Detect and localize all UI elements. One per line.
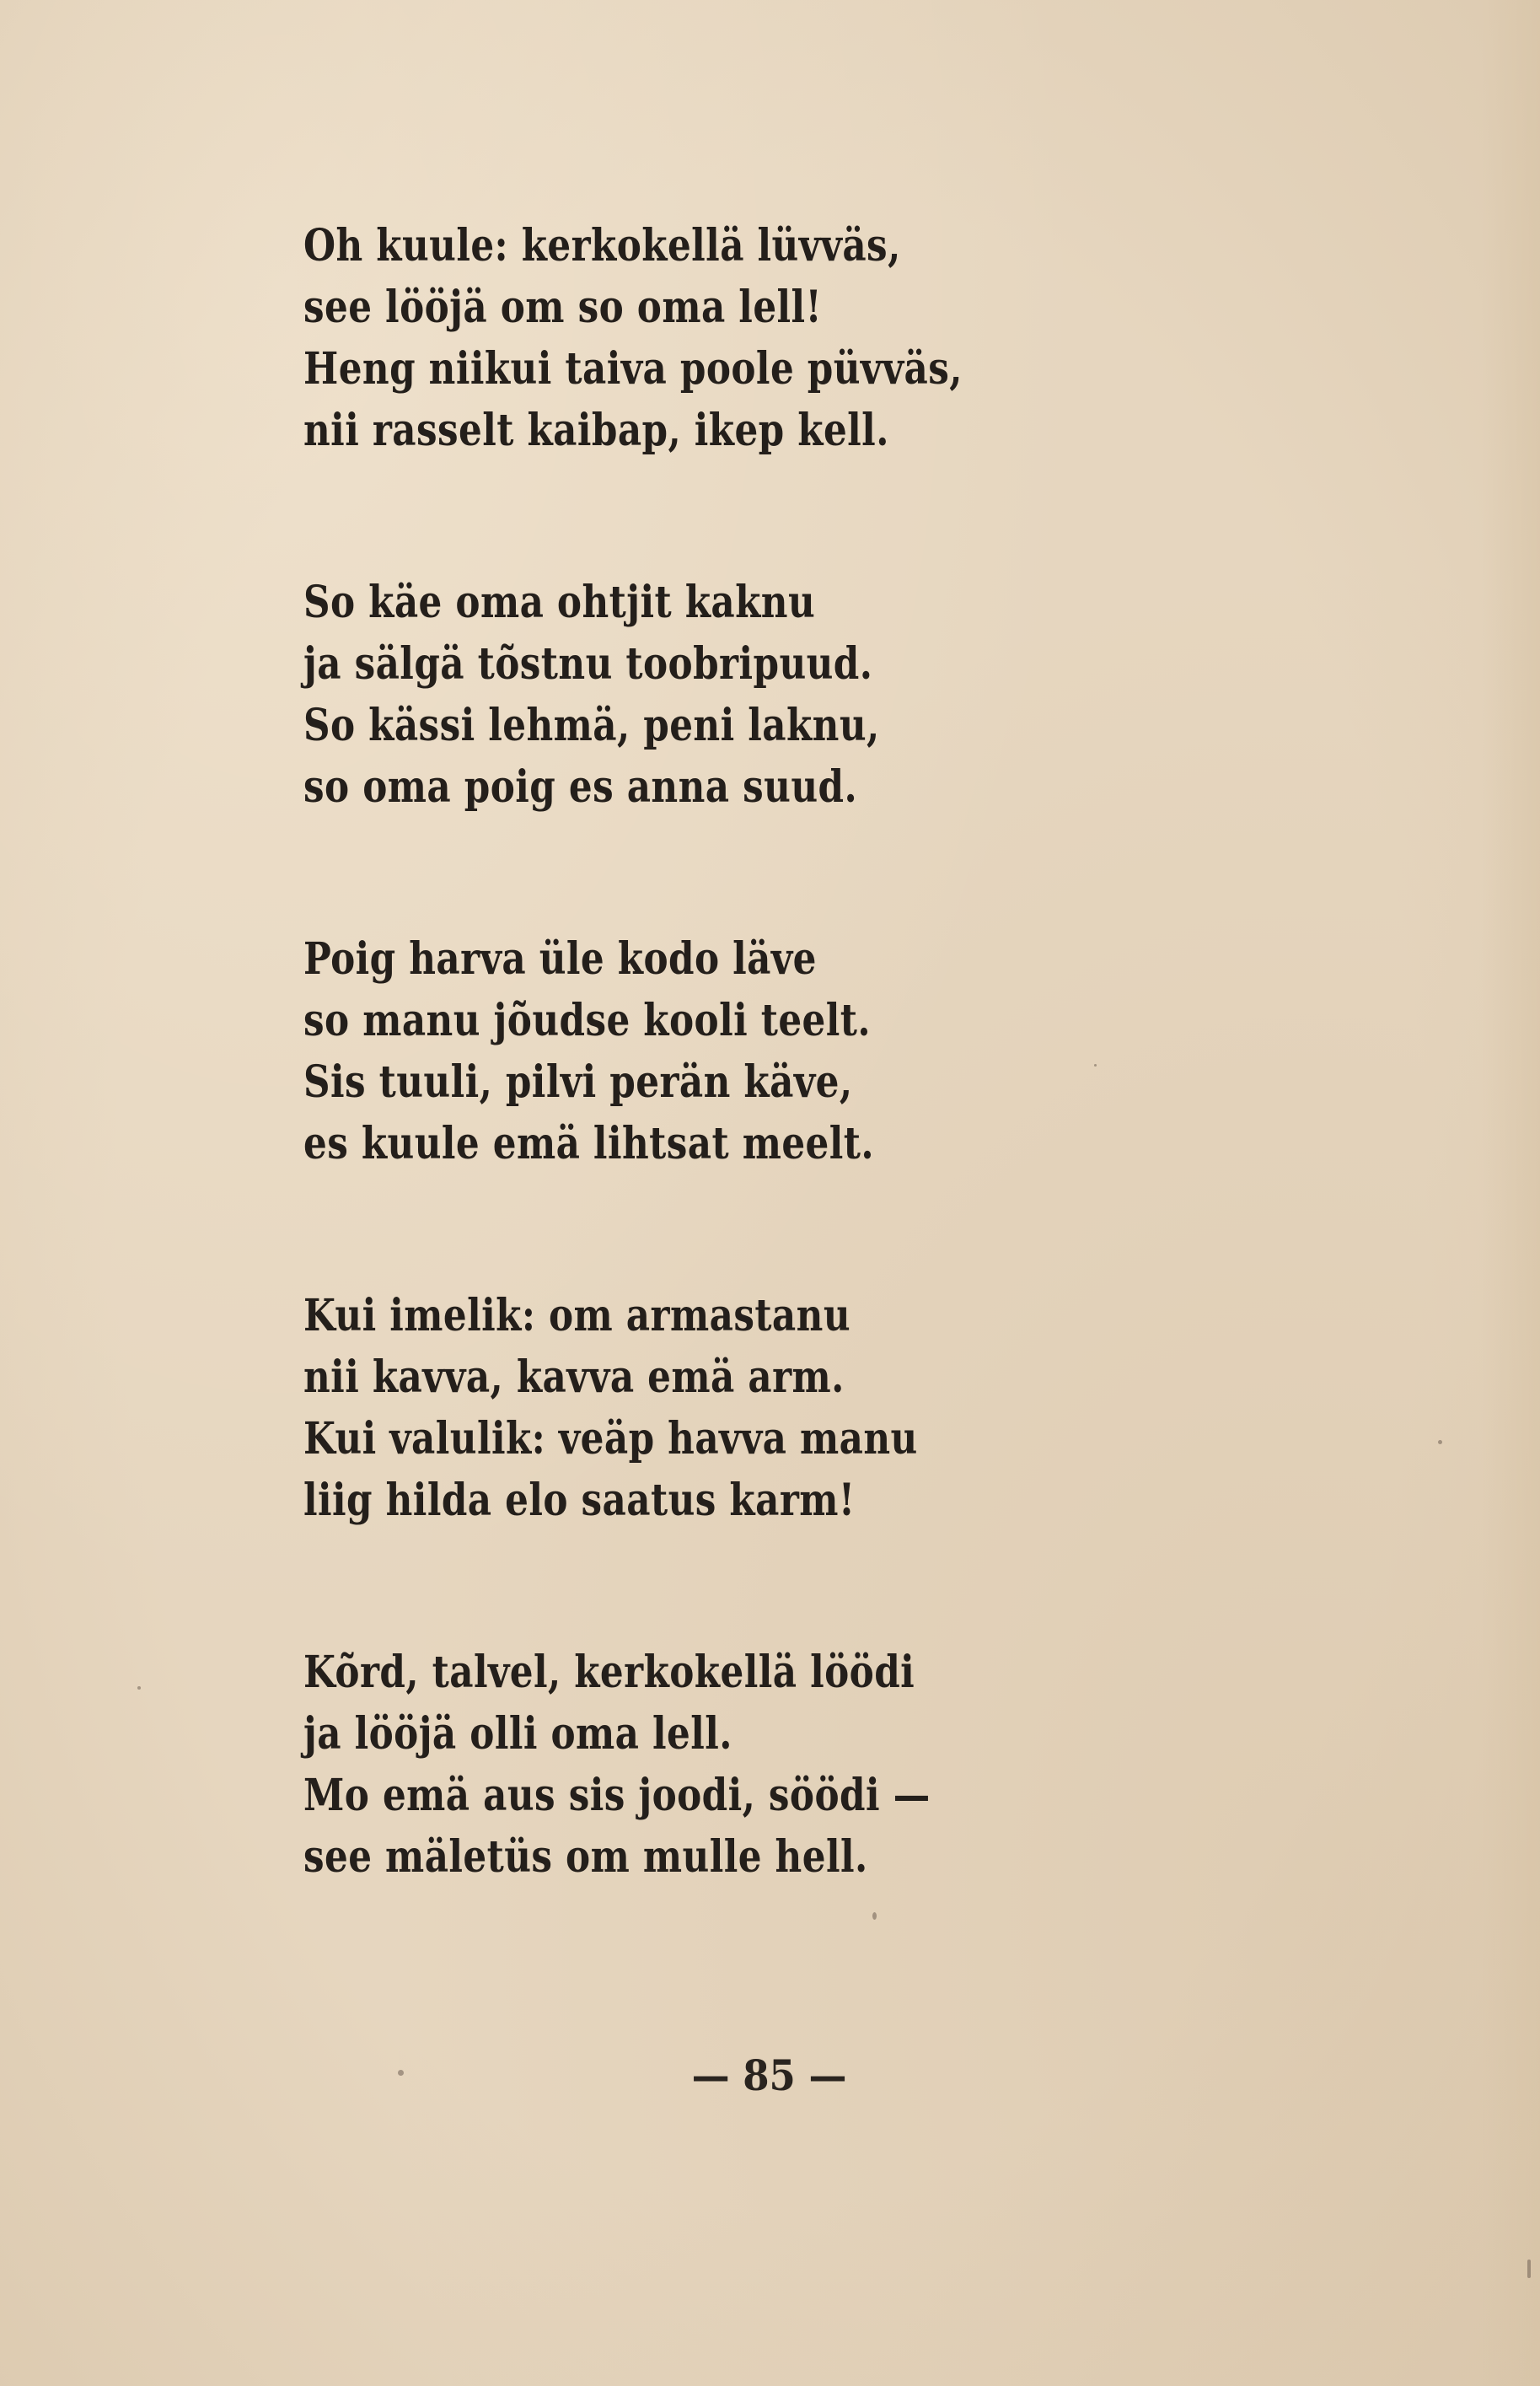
poem-line: Kõrd, talvel, kerkokellä löödi [303, 1647, 915, 1698]
poem-line: So käe oma ohtjit kaknu [303, 577, 816, 628]
poem-line: nii kavva, kavva emä arm. [303, 1352, 845, 1403]
stanza-3 [303, 928, 1315, 1174]
paper-speck [872, 1912, 877, 1920]
page-number: — 85 — [691, 2050, 847, 2100]
stanza-4 [303, 1285, 1315, 1531]
poem-line: so oma poig es anna suud. [303, 761, 858, 813]
stanza-2 [303, 572, 1315, 818]
poem-line: Oh kuule: kerkokellä lüvväs, [303, 220, 901, 271]
paper-speck [1527, 2260, 1531, 2278]
stanza-1 [303, 215, 1315, 461]
poem-line: so manu jõudse kooli teelt. [303, 995, 872, 1046]
poem-line: Kui valulik: veäp havva manu [303, 1413, 918, 1464]
poem-line: see lööjä om so oma lell! [303, 282, 823, 333]
poem-line: ja lööjä olli oma lell. [303, 1708, 732, 1760]
poem [303, 215, 1315, 1888]
poem-line: Heng niikui taiva poole püvväs, [303, 343, 963, 395]
poem-line: Sis tuuli, pilvi perän käve, [303, 1056, 853, 1108]
poem-line: ja sälgä tõstnu toobripuud. [303, 638, 873, 690]
stanza-5 [303, 1642, 1315, 1888]
paper-speck [137, 1686, 141, 1690]
poem-line: es kuule emä lihtsat meelt. [303, 1118, 875, 1169]
page-edge-shading [1481, 0, 1540, 2386]
poem-line: Poig harva üle kodo läve [303, 933, 817, 985]
poem-line: Kui imelik: om armastanu [303, 1290, 851, 1341]
poem-line: Mo emä aus sis joodi, söödi — [303, 1770, 931, 1821]
poem-line: nii rasselt kaibap, ikep kell. [303, 405, 889, 456]
poem-line: see mäletüs om mulle hell. [303, 1831, 868, 1883]
poem-line: So kässi lehmä, peni laknu, [303, 700, 880, 751]
paper-speck [1438, 1440, 1442, 1444]
poem-line: liig hilda elo saatus karm! [303, 1475, 856, 1526]
